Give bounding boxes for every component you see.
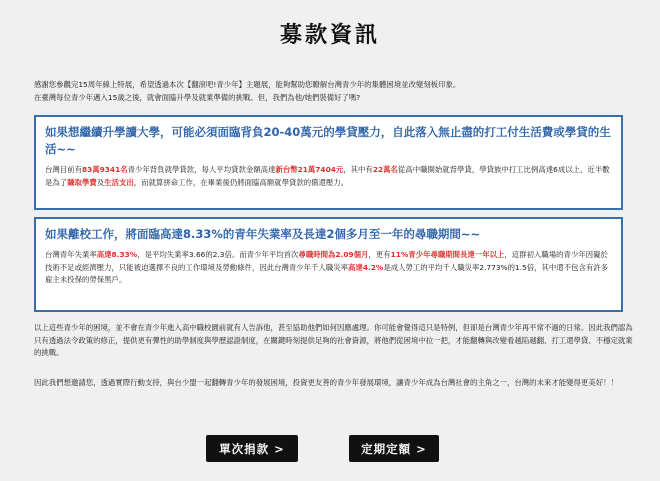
- body-text: ，更有: [368, 250, 391, 259]
- body-text: ，是平均失業率3.66的2.3倍。而青少年平均首次: [137, 250, 299, 259]
- one-time-donation-button[interactable]: 單次捐款 >: [206, 435, 298, 462]
- study-loan-body: [45, 164, 612, 189]
- page-title: 募款資訊: [279, 23, 380, 48]
- unemployment-box: [34, 217, 623, 312]
- body-text: 台灣目前有: [45, 165, 82, 174]
- highlight-text: 高達4.2%: [348, 262, 384, 272]
- highlight-text: 新台幣21萬7404元: [275, 165, 344, 174]
- body-text: 從高中職開始就背學貸，學貸族中打工比例高達6成以上，近半數是為了: [45, 165, 610, 187]
- highlight-text: 尋職時間為2.09個月: [298, 250, 369, 259]
- intro-line-1: 感謝您參觀完15周年線上特展，希望透過本次【翻滾吧!青少年】主題展，能夠幫助您瞭解台灣青少年的集體困境並改變刻板印象。: [34, 80, 461, 89]
- highlight-text: 生活支出: [104, 177, 134, 187]
- body-text: ，這群初入職場的青少年因礙於技術不足或經濟壓力，只能被迫選擇不良的工作環境及勞動條件，因此台灣青少年千人職災率: [45, 250, 608, 272]
- body-text: 台灣青年失業率: [45, 250, 97, 259]
- body-text: ，其中有: [343, 165, 373, 174]
- body-text: 及: [96, 177, 105, 187]
- highlight-text: 賺取學費: [67, 177, 97, 187]
- unemployment-body: [45, 249, 612, 287]
- body-text: 是成人勞工的平均千人職災率2.773%的1.5倍，其中還不包含有許多雇主未投保的勞保黑戶。: [45, 262, 609, 284]
- study-loan-heading: 如果想繼續升學讀大學，可能必須面臨背負20-40萬元的學貸壓力，自此落入無止盡的打工付生活費或學貸的生活~~: [45, 125, 611, 156]
- highlight-text: 11%青少年尋職期間長達一年以上: [390, 250, 505, 259]
- body-text: 青少年背負就學貸款，每人平均貸款金額高達: [127, 165, 276, 174]
- highlight-text: 高達8.33%: [96, 250, 138, 259]
- highlight-text: 22萬名: [372, 165, 398, 174]
- conclusion-paragraph: 以上這些青少年的困境，並不會在青少年進入高中職校園前就有人告訴他，甚至協助他們如何因應處理。你可能會覺得這只是特例，但卻是台灣青少年再平常不過的日常。因此我們認為只有透過法令政策的修正，提供更有彈性的助學制度與學歷認證制度，在關鍵時刻提供足夠的社會資源，將他們從困境中拉一把，才能翻轉與改變看越陷越翻、打工還學貸、不穩定就業的挑戰。: [34, 323, 633, 357]
- intro-text: [34, 79, 634, 104]
- intro-line-2: 在臺灣每位青少年邁入15歲之後，就會面臨升學及就業準備的挑戰。但，我們為他/她們裝備好了嗎?: [34, 92, 361, 102]
- invitation-paragraph: 因此我們想邀請您，透過實際行動支持，與台少盟一起翻轉青少年的發展困境，投資更友善的青少年發展環境，讓青少年成為台灣社會的主角之一，台灣的未來才能變得更美好！！: [34, 378, 618, 387]
- highlight-text: 83萬9341名: [81, 165, 128, 174]
- monthly-donation-button[interactable]: 定期定額 >: [349, 435, 439, 462]
- study-loan-box: [34, 115, 623, 210]
- body-text: ，而就算拼命工作，在畢業後仍將面臨高額就學貸款的償還壓力。: [133, 177, 349, 187]
- unemployment-heading: 如果離校工作，將面臨高達8.33%的青年失業率及長達2個多月至一年的尋職期間~~: [45, 227, 481, 241]
